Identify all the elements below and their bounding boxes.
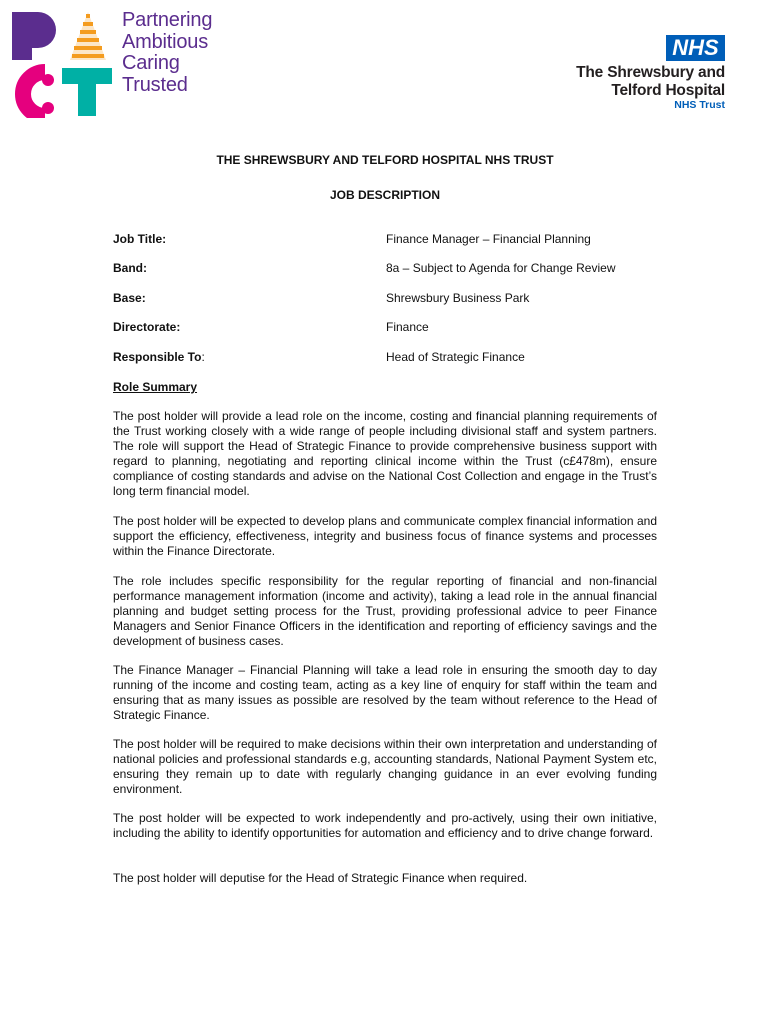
paragraph: The Finance Manager – Financial Planning will take a lead role in ensuring the smooth day to day running of the income and costing team, acting as a key line of enquiry for staff within the team and ensuring that as many issues as possible are resolved by the team without reference to the Head of Strategic Finance. <box>113 663 657 722</box>
paragraph: The post holder will be expected to work independently and pro-actively, using their own initiative, including the ability to identify opportunities for automation and efficiency and to drive change forward. <box>113 811 657 840</box>
field-label: Directorate: <box>113 320 181 334</box>
field-label-suffix: : <box>201 350 205 364</box>
pact-word: Partnering <box>122 9 213 31</box>
pact-logo-icon <box>10 10 115 118</box>
trust-name-line: Telford Hospital <box>611 82 725 99</box>
pact-word: Caring <box>122 52 180 74</box>
trust-name-line: The Shrewsbury and <box>576 64 725 81</box>
paragraph: The post holder will be expected to develop plans and communicate complex financial information and support the efficiency, effectiveness, integrity and business focus of finance systems and processes within the Finance Directorate. <box>113 514 657 558</box>
nhs-logo-icon: NHS <box>666 35 725 61</box>
organisation-title: THE SHREWSBURY AND TELFORD HOSPITAL NHS TRUST <box>216 153 554 167</box>
pact-word: Trusted <box>122 73 188 96</box>
paragraph: The post holder will deputise for the Head of Strategic Finance when required. <box>113 871 528 885</box>
paragraph: The post holder will be required to make decisions within their own interpretation and understanding of national policies and professional standards e.g, accounting standards, National Payment System etc, ensuring they remain up to date with regularly changing guidance in an ever evolving funding environment. <box>113 737 657 796</box>
paragraph: The post holder will provide a lead role on the income, costing and financial planning requirements of the Trust working closely with a wide range of people including divisional staff and system partners. The role will support the Head of Strategic Finance to provide comprehensive business support with regard to planning, negotiating and reporting clinical income within the Trust (c£478m), ensure compliance of costing standards and advise on the National Cost Collection and engage in the Trust’s long term financial model. <box>113 409 657 498</box>
field-label: Job Title: <box>113 232 167 246</box>
field-label: Band: <box>113 261 147 275</box>
role-summary-heading: Role Summary <box>113 380 198 394</box>
document-title: JOB DESCRIPTION <box>329 188 440 202</box>
pact-tagline <box>122 10 212 96</box>
field-label-text: Responsible To <box>113 350 202 364</box>
field-value: Finance <box>386 320 429 334</box>
field-value: Shrewsbury Business Park <box>386 291 530 305</box>
field-value: Finance Manager – Financial Planning <box>386 232 591 246</box>
paragraph: The role includes specific responsibility for the regular reporting of financial and non-financial performance management information (income and activity), taking a lead role in the annual financial planning and budget setting process for the Trust, providing professional advice to peer Finance Managers and Senior Finance Officers in the identification and reporting of efficiency savings and the development of business cases. <box>113 574 657 648</box>
pact-word: Ambitious <box>122 30 209 53</box>
field-label: Base: <box>113 291 146 305</box>
field-value: Head of Strategic Finance <box>386 350 525 364</box>
trust-name <box>576 64 725 100</box>
field-value: 8a – Subject to Agenda for Change Review <box>386 261 616 275</box>
field-label <box>113 350 205 364</box>
trust-subtitle: NHS Trust <box>674 99 725 111</box>
